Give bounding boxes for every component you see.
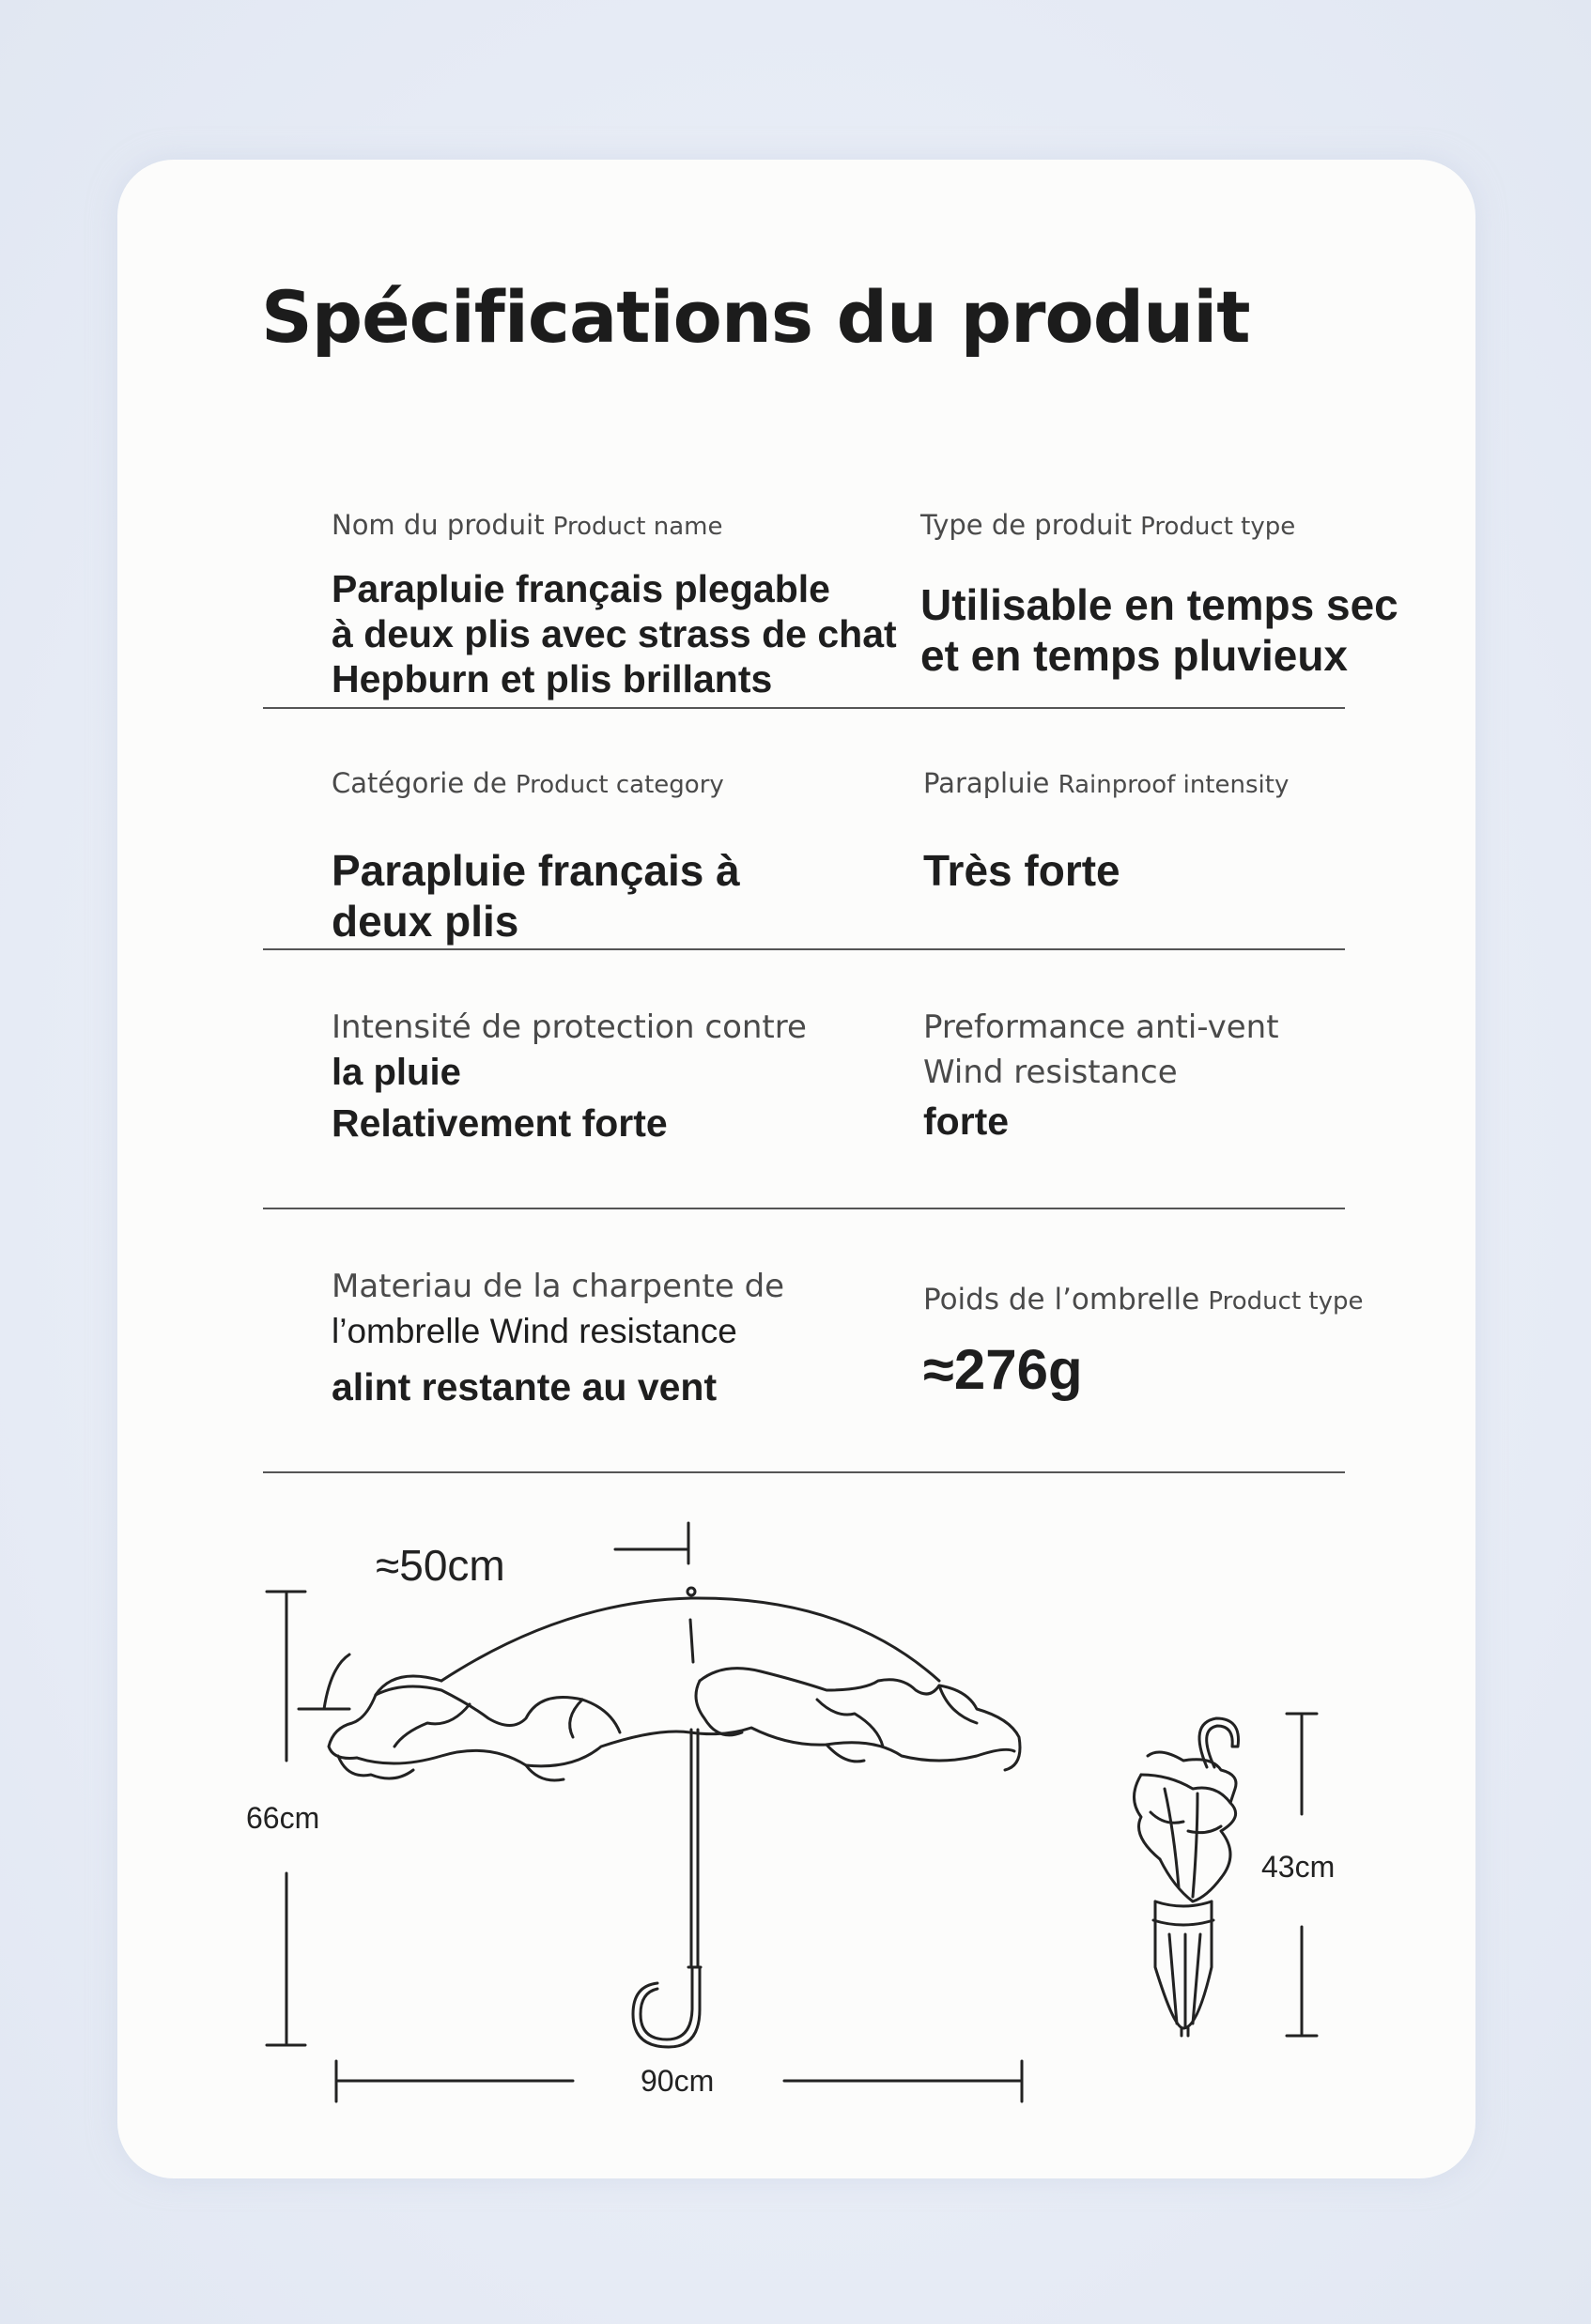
folded-height-label: 43cm (1261, 1850, 1336, 1884)
spec-value-line: Utilisable en temps sec (920, 580, 1398, 629)
spec-label: Intensité de protection contre (332, 1008, 807, 1046)
height-dimension-lines (267, 1592, 305, 2045)
spec-value: Très forte (923, 846, 1120, 895)
spec-label: Parapluie Rainproof intensity (923, 767, 1290, 799)
spec-value-line: deux plis (332, 897, 519, 946)
spec-value: alint restante au vent (332, 1365, 718, 1408)
spec-label: la pluie (332, 1052, 461, 1093)
spec-label: Wind resistance (923, 1054, 1178, 1091)
spec-value-line: Parapluie français à (332, 846, 740, 895)
spec-value: ≈276g (923, 1338, 1083, 1401)
folded-height-dimension-lines (1287, 1714, 1317, 2036)
spec-label: Catégorie de Product category (332, 767, 724, 799)
spec-label: Poids de l’ombrelle Product type (923, 1283, 1364, 1316)
rib-length-label: ≈50cm (376, 1541, 505, 1590)
spec-label: Type de produit Product type (920, 509, 1296, 541)
spec-value-line: à deux plis avec strass de chat (332, 612, 897, 655)
spec-label: Materiau de la charpente de (332, 1268, 785, 1305)
open-width-label: 90cm (641, 2064, 715, 2098)
spec-value-line: Parapluie français plegable (332, 567, 830, 610)
folded-umbrella (1135, 1718, 1239, 2036)
spec-label: l’ombrelle Wind resistance (332, 1312, 737, 1350)
rib-marker (299, 1523, 693, 1709)
open-height-label: 66cm (246, 1801, 320, 1835)
spec-value: forte (923, 1100, 1010, 1143)
width-dimension-lines (336, 2061, 1022, 2101)
page-title: Spécifications du produit (261, 275, 1250, 359)
spec-value: Relativement forte (332, 1101, 668, 1145)
open-umbrella (329, 1588, 1020, 2047)
spec-label: Preformance anti-vent (923, 1008, 1279, 1046)
spec-label: Nom du produit Product name (332, 509, 723, 541)
spec-value-line: Hepburn et plis brillants (332, 657, 773, 700)
spec-value-line: et en temps pluvieux (920, 631, 1349, 680)
